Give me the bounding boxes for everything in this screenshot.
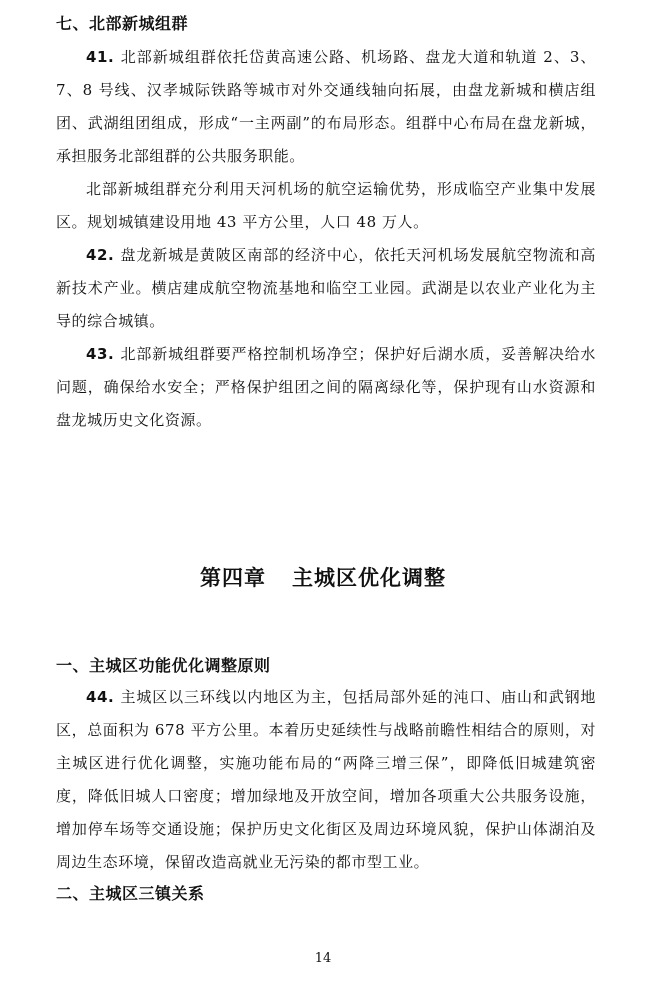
section-heading-northern-new-town: 七、北部新城组群	[56, 14, 189, 33]
paragraph-42	[56, 239, 596, 338]
chapter-label: 第四章	[200, 566, 266, 590]
paragraph-43-text: 北部新城组群要严格控制机场净空；保护好后湖水质，妥善解决给水问题，确保给水安全；严格保护组团之间的隔离绿化等，保护现有山水资源和盘龙城历史文化资源。	[56, 345, 596, 429]
section-heading-three-towns: 二、主城区三镇关系	[56, 884, 205, 903]
paragraph-44-text: 主城区以三环线以内地区为主，包括局部外延的沌口、庙山和武钢地区，总面积为 678 平方公里。本着历史延续性与战略前瞻性相结合的原则，对主城区进行优化调整，实施功能布局的“两降三增三保”，即降低旧城建筑密度，降低旧城人口密度；增加绿地及开放空间，增加各项重大公共服务设施，增加停车场等交通设施；保护历史文化街区及周边环境风貌，保护山体湖泊及周边生态环境，保留改造高就业无污染的都市型工业。	[56, 688, 596, 871]
paragraph-42-text: 盘龙新城是黄陂区南部的经济中心，依托天河机场发展航空物流和高新技术产业。横店建成航空物流基地和临空工业园。武湖是以农业产业化为主导的综合城镇。	[56, 246, 596, 330]
paragraph-41-text: 北部新城组群依托岱黄高速公路、机场路、盘龙大道和轨道 2、3、7、8 号线、汉孝城际铁路等城市对外交通线轴向拓展，由盘龙新城和横店组团、武湖组团组成，形成“一主两副”的布局形态。组群中心布局在盘龙新城，承担服务北部组群的公共服务职能。	[56, 48, 596, 165]
paragraph-44	[56, 681, 596, 879]
paragraph-number-41: 41.	[86, 48, 115, 66]
section-heading-adjustment-principles: 一、主城区功能优化调整原则	[56, 656, 271, 675]
page-number: 14	[314, 951, 332, 966]
chapter-title	[0, 562, 646, 594]
paragraph-number-42: 42.	[86, 246, 115, 264]
paragraph-43	[56, 338, 596, 437]
paragraph-41-continued-text: 北部新城组群充分利用天河机场的航空运输优势，形成临空产业集中发展区。规划城镇建设用地 43 平方公里，人口 48 万人。	[56, 180, 596, 231]
paragraph-41	[56, 41, 596, 173]
chapter-name: 主城区优化调整	[292, 566, 446, 590]
paragraph-number-43: 43.	[86, 345, 115, 363]
paragraph-41-continued	[56, 173, 596, 239]
paragraph-number-44: 44.	[86, 688, 115, 706]
